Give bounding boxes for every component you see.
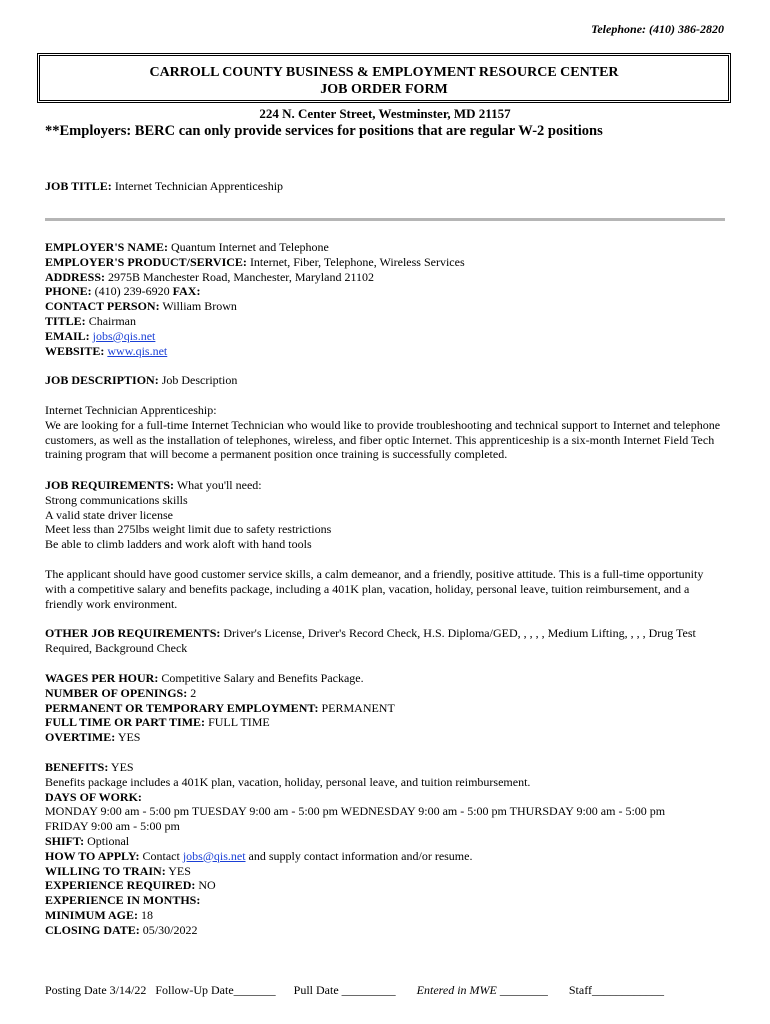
willing-to-train-label: WILLING TO TRAIN:	[45, 863, 166, 878]
contact-person-label: CONTACT PERSON:	[45, 299, 160, 314]
form-title-box	[37, 53, 731, 103]
full-time-value: FULL TIME	[208, 715, 270, 730]
job-description-paragraph: We are looking for a full-time Internet Technician who would like to provide troubleshooting and technical support to Internet and telephone customers, as well as the installation of telephones, wireless, and fiber optic Internet. This apprenticeship is a six-month Internet Field Tech training program that will become a permanent position once training is successfully completed.	[45, 417, 721, 462]
how-to-apply-label: HOW TO APPLY:	[45, 848, 140, 863]
job-description-value: Job Description	[161, 373, 238, 387]
job-title-label: JOB TITLE:	[45, 179, 112, 193]
days-of-work-line: FRIDAY 9:00 am - 5:00 pm	[45, 819, 180, 834]
other-requirements	[45, 626, 725, 656]
other-requirements-label: OTHER JOB REQUIREMENTS:	[45, 626, 221, 640]
employer-section	[45, 240, 725, 358]
website-link[interactable]: www.qis.net	[107, 343, 168, 358]
apply-email-link[interactable]: jobs@qis.net	[182, 848, 246, 863]
job-requirements-value: What you'll need:	[176, 478, 262, 492]
employer-phone: (410) 239-6920	[94, 284, 170, 299]
job-requirements-section	[45, 478, 725, 552]
pull-date: Pull Date _________	[293, 983, 396, 997]
footer-line	[45, 983, 664, 998]
requirement-item: A valid state driver license	[45, 507, 173, 522]
employer-name: Quantum Internet and Telephone	[171, 240, 329, 254]
employer-fax-label: FAX:	[172, 284, 201, 299]
job-description-heading: Internet Technician Apprenticeship:	[45, 403, 217, 417]
benefits-text: Benefits package includes a 401K plan, vacation, holiday, personal leave, and tuition reimbursement.	[45, 774, 531, 789]
requirement-item: Meet less than 275lbs weight limit due to safety restrictions	[45, 522, 332, 537]
days-of-work-label: DAYS OF WORK:	[45, 789, 142, 804]
benefits-value: YES	[110, 760, 134, 774]
how-to-apply-text: and supply contact information and/or resume.	[245, 848, 473, 863]
overtime-value: YES	[117, 730, 141, 745]
wages-label: WAGES PER HOUR:	[45, 671, 159, 685]
employer-address-label: ADDRESS:	[45, 269, 106, 284]
job-title-value: Internet Technician Apprenticeship	[114, 179, 284, 193]
requirement-item: Be able to climb ladders and work aloft with hand tools	[45, 537, 312, 552]
job-description-label: JOB DESCRIPTION:	[45, 373, 159, 387]
requirement-item: Strong communications skills	[45, 492, 188, 507]
employment-type-value: PERMANENT	[321, 700, 395, 715]
benefits-label: BENEFITS:	[45, 760, 109, 774]
experience-required-value: NO	[198, 878, 216, 893]
overtime-label: OVERTIME:	[45, 730, 116, 745]
employment-type-label: PERMANENT OR TEMPORARY EMPLOYMENT:	[45, 700, 319, 715]
days-of-work-line: MONDAY 9:00 am - 5:00 pm TUESDAY 9:00 am - 5:00 pm WEDNESDAY 9:00 am - 5:00 pm THURSDAY 9:00 am - 5:00 pm	[45, 804, 666, 819]
job-description-line	[45, 373, 725, 388]
wages-value: Competitive Salary and Benefits Package.	[161, 671, 364, 685]
openings-label: NUMBER OF OPENINGS:	[45, 685, 188, 700]
website-label: WEBSITE:	[45, 343, 105, 358]
shift-value: Optional	[87, 833, 130, 848]
section-divider	[45, 218, 725, 221]
staff-field: Staff____________	[568, 983, 664, 997]
employment-details	[45, 671, 725, 745]
closing-date-value: 05/30/2022	[142, 922, 198, 937]
shift-label: SHIFT:	[45, 833, 85, 848]
employers-note: **Employers: BERC can only provide services for positions that are regular W-2 positions	[45, 123, 603, 139]
other-requirements-value: Driver's License, Driver's Record Check, H.S. Diploma/GED, , , , , Medium Lifting, , , , Drug Test Required, Background Check	[45, 626, 696, 655]
organization-title: CARROLL COUNTY BUSINESS & EMPLOYMENT RESOURCE CENTER	[149, 65, 619, 80]
contact-title-label: TITLE:	[45, 313, 86, 328]
job-description-body	[45, 403, 725, 462]
email-label: EMAIL:	[45, 328, 90, 343]
closing-date-label: CLOSING DATE:	[45, 922, 140, 937]
telephone-number: Telephone: (410) 386-2820	[591, 22, 724, 36]
email-link[interactable]: jobs@qis.net	[92, 328, 156, 343]
full-time-label: FULL TIME OR PART TIME:	[45, 715, 206, 730]
contact-person: William Brown	[162, 299, 237, 314]
employer-name-label: EMPLOYER'S NAME:	[45, 240, 168, 254]
openings-value: 2	[190, 685, 197, 700]
employer-product: Internet, Fiber, Telephone, Wireless Services	[249, 254, 465, 269]
experience-months-label: EXPERIENCE IN MONTHS:	[45, 893, 201, 908]
willing-to-train-value: YES	[168, 863, 191, 878]
follow-up-date: Follow-Up Date_______	[155, 983, 276, 997]
employer-address: 2975B Manchester Road, Manchester, Maryland 21102	[108, 269, 375, 284]
employer-product-label: EMPLOYER'S PRODUCT/SERVICE:	[45, 254, 247, 269]
experience-required-label: EXPERIENCE REQUIRED:	[45, 878, 196, 893]
job-title-line	[45, 179, 283, 194]
minimum-age-value: 18	[141, 907, 153, 922]
entered-in-mwe: Entered in MWE ________	[416, 983, 548, 997]
organization-address: 224 N. Center Street, Westminster, MD 21157	[259, 106, 511, 121]
benefits-section	[45, 760, 725, 938]
employer-phone-label: PHONE:	[45, 284, 92, 299]
how-to-apply-text: Contact	[142, 848, 183, 863]
applicant-paragraph: The applicant should have good customer service skills, a calm demeanor, and a friendly, positive attitude. This is a full-time opportunity with a competitive salary and benefits package, including a 401K plan, vacation, holiday, personal leave, tuition reimbursement, and a friendly work environment.	[45, 567, 704, 611]
contact-title: Chairman	[88, 313, 137, 328]
job-requirements-label: JOB REQUIREMENTS:	[45, 478, 175, 492]
minimum-age-label: MINIMUM AGE:	[45, 907, 138, 922]
posting-date: Posting Date 3/14/22	[45, 983, 147, 997]
form-title: JOB ORDER FORM	[320, 82, 448, 97]
